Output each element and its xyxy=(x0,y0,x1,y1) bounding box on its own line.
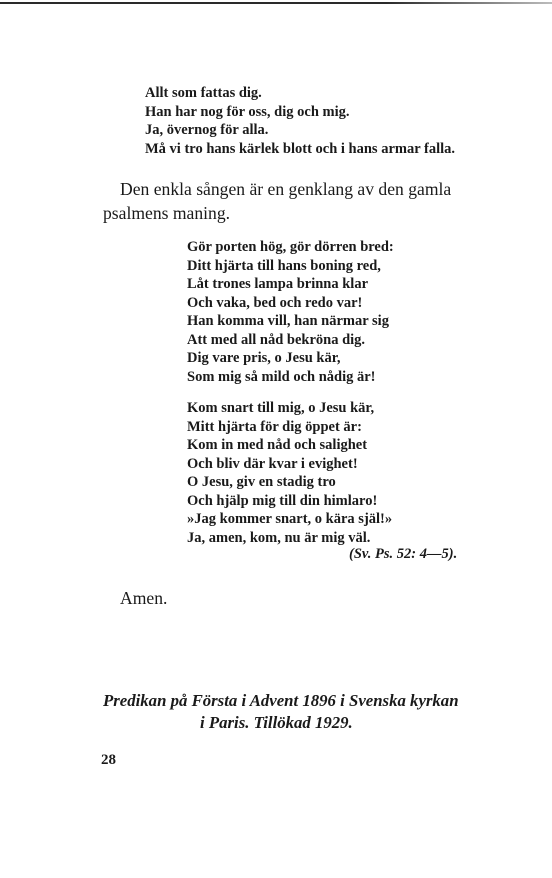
poem-line: Allt som fattas dig. xyxy=(145,85,262,101)
hymn-line: Mitt hjärta för dig öppet är: xyxy=(187,418,362,435)
hymn-line: »Jag kommer snart, o kära själ!» xyxy=(187,511,393,527)
sermon-note-line: i Paris. Tillökad 1929. xyxy=(200,713,353,732)
hymn-line: Kom snart till mig, o Jesu kär, xyxy=(187,400,375,416)
hymn-line: O Jesu, giv en stadig tro xyxy=(187,474,336,490)
poem-intro xyxy=(145,84,455,158)
paragraph-line: psalmens maning. xyxy=(103,203,231,223)
hymn-line: Dig vare pris, o Jesu kär, xyxy=(187,350,341,366)
body-paragraph xyxy=(103,177,539,225)
hymn-citation: (Sv. Ps. 52: 4—5). xyxy=(349,546,458,562)
hymn-line: Låt trones lampa brinna klar xyxy=(187,276,369,292)
hymn-line: Och vaka, bed och redo var! xyxy=(187,294,363,311)
sermon-note-line: Predikan på Första i Advent 1896 i Svenska kyrkan xyxy=(103,691,459,710)
hymn-line: Kom in med nåd och salighet xyxy=(187,437,368,453)
poem-line: Han har nog för oss, dig och mig. xyxy=(145,103,350,120)
poem-line: Ja, övernog för alla. xyxy=(145,122,269,138)
hymn-line: Ja, amen, kom, nu är mig väl. xyxy=(187,529,371,546)
hymn-line: Han komma vill, han närmar sig xyxy=(187,313,389,329)
hymn-stanza-1 xyxy=(187,238,394,386)
hymn-line: Att med all nåd bekröna dig. xyxy=(187,331,366,348)
page-number: 28 xyxy=(101,752,116,768)
hymn-line: Och bliv där kvar i evighet! xyxy=(187,455,358,472)
hymn-line: Och hjälp mig till din himlaro! xyxy=(187,492,378,509)
poem-line: Må vi tro hans kärlek blott och i hans armar falla. xyxy=(145,140,456,157)
hymn-stanza-2 xyxy=(187,399,392,547)
top-rule xyxy=(0,2,552,4)
hymn-line: Ditt hjärta till hans boning red, xyxy=(187,257,381,274)
hymn-line: Som mig så mild och nådig är! xyxy=(187,368,376,385)
hymn-line: Gör porten hög, gör dörren bred: xyxy=(187,239,394,255)
amen-text: Amen. xyxy=(120,588,168,608)
sermon-note xyxy=(103,690,539,734)
paragraph-line: Den enkla sången är en genklang av den gamla xyxy=(120,179,452,199)
